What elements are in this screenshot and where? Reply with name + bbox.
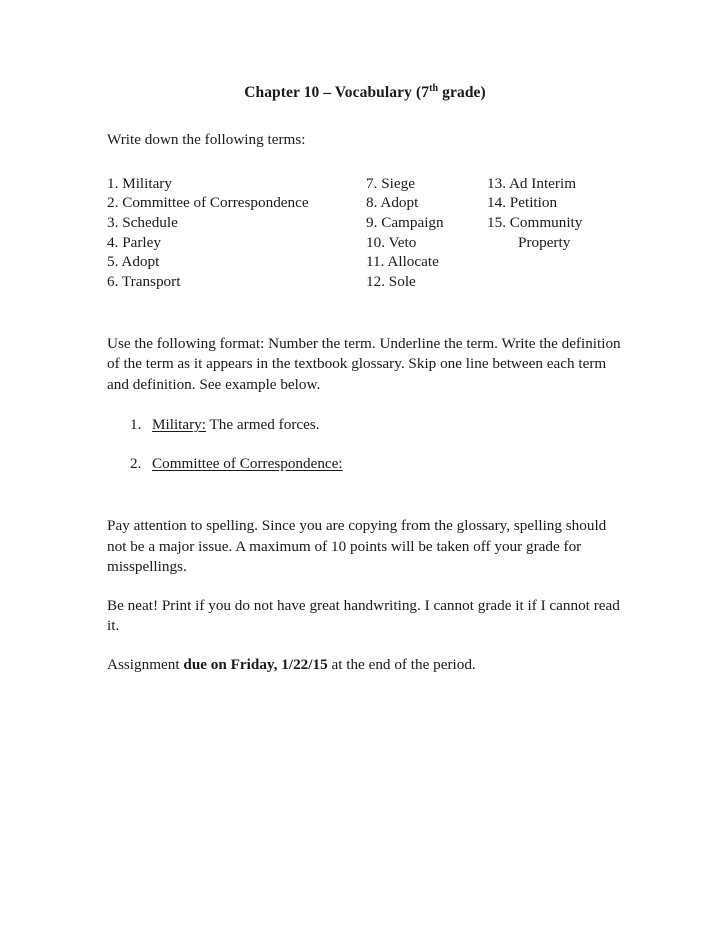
list-item: 7. Siege: [366, 174, 415, 192]
due-date-paragraph: [107, 637, 623, 676]
list-item-line-1: 15. Community: [487, 214, 583, 231]
list-item: 10. Veto: [366, 233, 417, 251]
term-column-2: [366, 174, 481, 292]
due-prefix: Assignment: [107, 655, 184, 673]
list-item: 1. Military: [107, 174, 172, 192]
list-item: 2. Committee of Correspondence: [107, 194, 309, 212]
list-item: 6. Transport: [107, 272, 181, 290]
intro-instruction: Write down the following terms:: [107, 130, 306, 148]
due-date-bold: due on Friday, 1/22/15: [183, 655, 328, 673]
list-item: 13. Ad Interim: [487, 174, 577, 192]
page-title-suffix: grade): [438, 84, 486, 101]
list-item: [107, 454, 623, 474]
list-item-term: Military:: [152, 416, 206, 434]
list-item: 8. Adopt: [366, 194, 419, 212]
list-item: 14. Petition: [487, 194, 558, 212]
neatness-paragraph: Be neat! Print if you do not have great handwriting. I cannot grade it if I cannot read it.: [107, 596, 620, 635]
list-item: [107, 415, 623, 435]
list-item-definition: The armed forces.: [206, 416, 320, 434]
list-item-term: Committee of Correspondence:: [152, 455, 343, 473]
list-item: 3. Schedule: [107, 214, 178, 231]
due-suffix: at the end of the period.: [327, 655, 476, 673]
vocabulary-term-list: [107, 150, 623, 296]
list-item-number: 2.: [130, 455, 142, 473]
list-item: 11. Allocate: [366, 253, 439, 271]
page-title-superscript: th: [429, 82, 439, 94]
list-item-line-2: Property: [518, 233, 571, 251]
list-item-number: 1.: [130, 416, 142, 434]
document-content: [107, 0, 623, 675]
format-instructions-paragraph: Use the following format: Number the term. Underline the term. Write the definition of the term as it appears in the textbook glossary. Skip one line between each term and definition. See example below.: [107, 334, 621, 393]
list-item: 5. Adopt: [107, 253, 160, 271]
list-item: 12. Sole: [366, 272, 416, 290]
page-title-prefix: Chapter 10 – Vocabulary (7: [244, 84, 430, 101]
list-item: [487, 213, 637, 252]
example-list: [107, 395, 623, 474]
list-item: 9. Campaign: [366, 214, 444, 231]
page-title: [107, 0, 623, 103]
term-column-1: [107, 174, 357, 292]
list-item: 4. Parley: [107, 233, 161, 251]
term-column-3: [487, 174, 637, 252]
spelling-paragraph: Pay attention to spelling. Since you are copying from the glossary, spelling should not be a major issue. A maximum of 10 points will be taken off your grade for misspellings.: [107, 517, 607, 576]
